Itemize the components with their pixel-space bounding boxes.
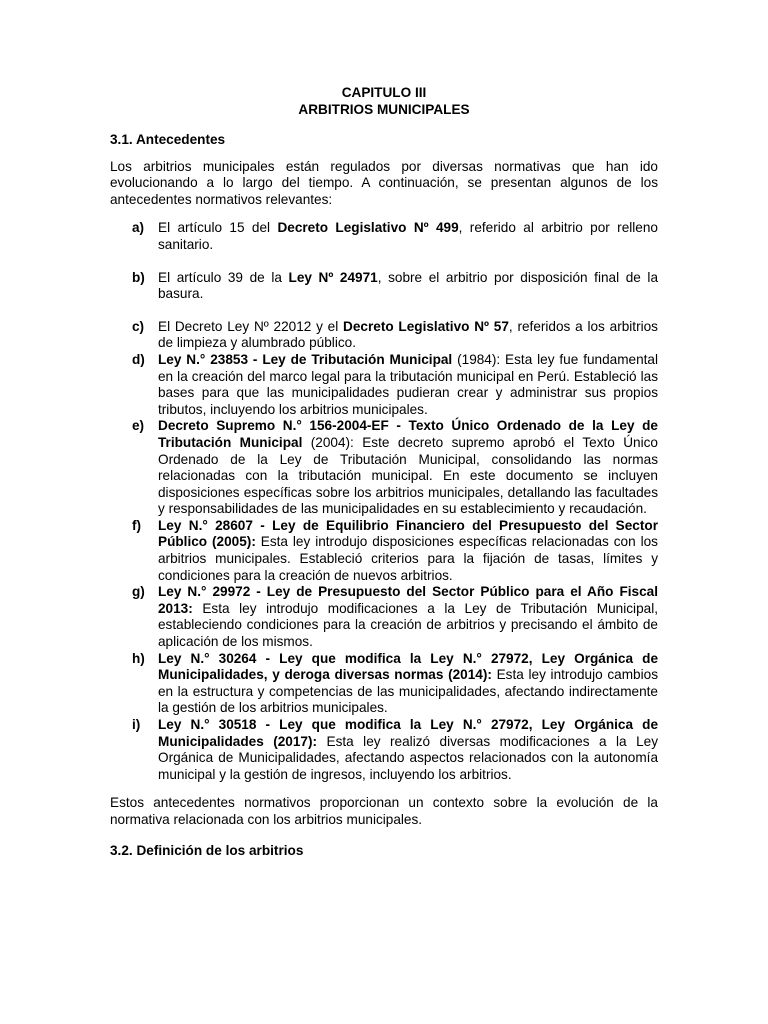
intro-paragraph: Los arbitrios municipales están regulados por diversas normativas que han ido evolucionando a lo largo del tiempo. A continuación, se presentan algunos de los antecedentes normativos relevantes: xyxy=(110,158,658,207)
list-marker: c) xyxy=(132,318,145,334)
closing-paragraph: Estos antecedentes normativos proporcionan un contexto sobre la evolución de la normativa relacionada con los arbitrios municipales. xyxy=(110,795,658,827)
list-item xyxy=(110,717,658,783)
list-item xyxy=(110,220,658,253)
list-item xyxy=(110,584,658,650)
list-item xyxy=(110,352,658,418)
list-item-text: Ley N.° 28607 - Ley de Equilibrio Financiero del Presupuesto del Sector Público (2005): Esta ley introdujo disposiciones específicas relacionadas con los arbitrios municipales. Estableció criterios para la fijación de tasas, límites y condiciones para la creación de nuevos arbitrios. xyxy=(158,517,658,583)
list-item xyxy=(110,319,658,352)
list-item-text: Ley N.° 30264 - Ley que modifica la Ley N.° 27972, Ley Orgánica de Municipalidades, y deroga diversas normas (2014): Esta ley introdujo cambios en la estructura y competencias de las municipalidades, afectando indirectamente la gestión de los arbitrios municipales. xyxy=(158,650,658,716)
list-marker: d) xyxy=(132,351,145,367)
list-item xyxy=(110,418,658,518)
list-marker: a) xyxy=(132,220,145,236)
list-marker: g) xyxy=(132,584,145,600)
antecedents-list xyxy=(110,220,658,783)
list-item xyxy=(110,270,658,303)
section-heading-definicion: 3.2. Definición de los arbitrios xyxy=(110,842,304,858)
list-item-text: El artículo 15 del Decreto Legislativo Nº 499, referido al arbitrio por relleno sanitario. xyxy=(158,220,658,252)
list-marker: b) xyxy=(132,269,145,285)
list-item-text: Ley N.° 30518 - Ley que modifica la Ley N.° 27972, Ley Orgánica de Municipalidades (2017): Esta ley realizó diversas modificaciones a la Ley Orgánica de Municipalidades, afectando aspectos relacionados con la autonomía municipal y la gestión de ingresos, incluyendo los arbitrios. xyxy=(158,717,658,782)
list-item-text: Ley N.° 29972 - Ley de Presupuesto del Sector Público para el Año Fiscal 2013: Esta ley introdujo modificaciones a la Ley de Tributación Municipal, estableciendo condiciones para la creación de arbitrios y precisando el ámbito de aplicación de los mismos. xyxy=(158,584,658,650)
list-item-text: El artículo 39 de la Ley Nº 24971, sobre el arbitrio por disposición final de la basura. xyxy=(158,269,659,302)
list-item xyxy=(110,518,658,584)
list-marker: e) xyxy=(132,418,145,434)
list-item xyxy=(110,651,658,717)
chapter-number: CAPITULO III xyxy=(341,85,427,100)
list-item-text: Ley N.° 23853 - Ley de Tributación Municipal (1984): Esta ley fue fundamental en la creación del marco legal para la tributación municipal en Perú. Estableció las bases para que las municipalidades pudieran crear y administrar sus propios tributos, incluyendo los arbitrios municipales. xyxy=(158,351,659,417)
list-marker: h) xyxy=(132,650,145,666)
chapter-title: ARBITRIOS MUNICIPALES xyxy=(298,102,470,117)
list-marker: f) xyxy=(132,517,142,533)
list-item-text: Decreto Supremo N.° 156-2004-EF - Texto Único Ordenado de la Ley de Tributación Municipal (2004): Este decreto supremo aprobó el Texto Único Ordenado de la Ley de Tributación Municipal, consolidando las normas relacionadas con la tributación municipal. En este documento se incluyen disposiciones específicas sobre los arbitrios municipales, detallando las facultades y responsabilidades de las municipalidades en su establecimiento y recaudación. xyxy=(158,418,658,517)
list-item-text: El Decreto Ley Nº 22012 y el Decreto Legislativo Nº 57, referidos a los arbitrios de limpieza y alumbrado público. xyxy=(158,318,658,351)
section-heading-antecedentes: 3.1. Antecedentes xyxy=(110,132,226,147)
list-marker: i) xyxy=(132,717,141,732)
document-page xyxy=(110,84,658,869)
